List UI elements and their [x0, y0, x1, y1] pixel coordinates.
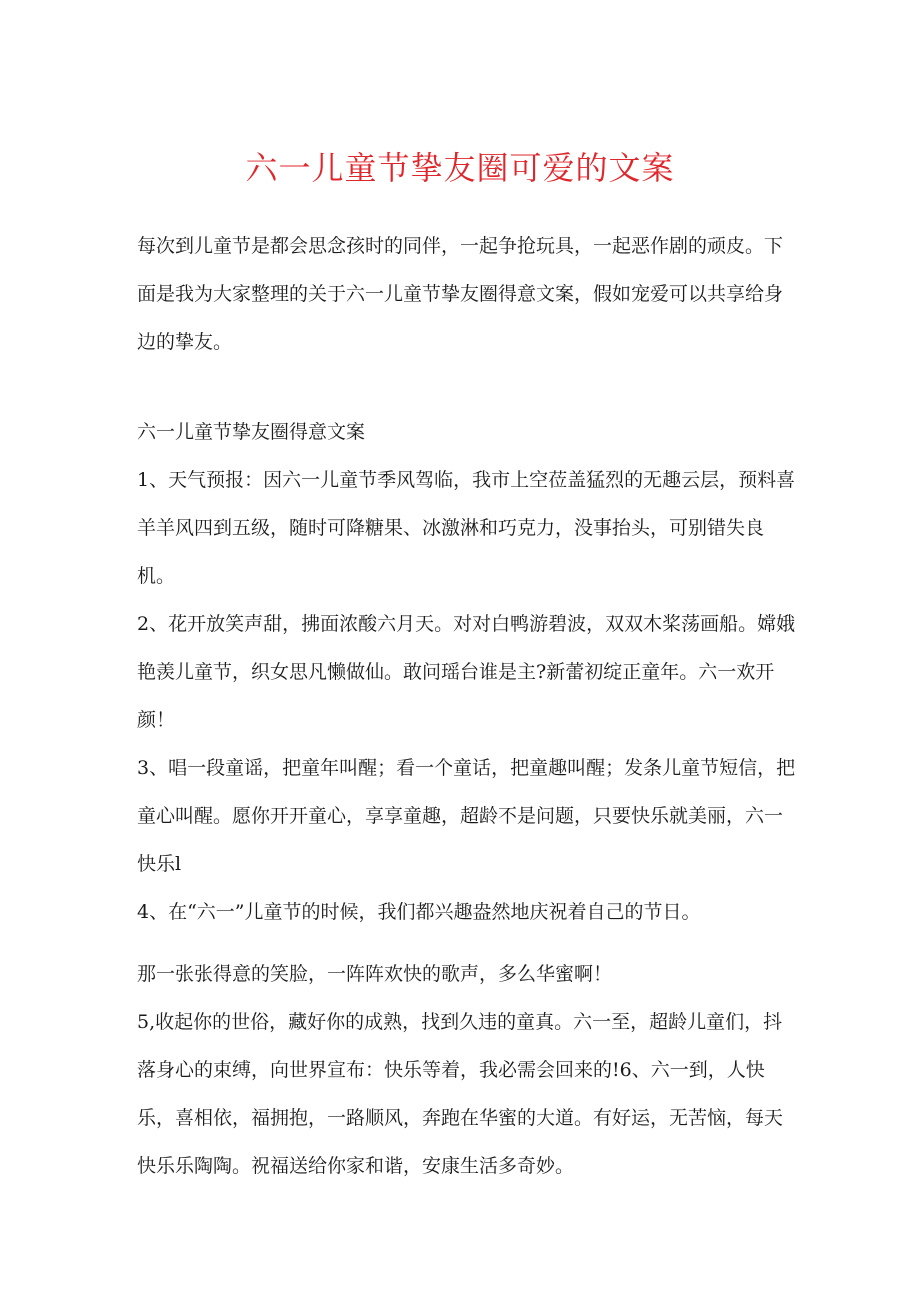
- paragraph-spacer: [137, 936, 797, 950]
- section-heading: 六一儿童节挚友圈得意文案: [137, 421, 366, 443]
- document-title: 六一儿童节挚友圈可爱的文案: [245, 149, 675, 187]
- section-spacer: [137, 366, 797, 408]
- paragraph: 那一张张得意的笑脸，一阵阵欢快的歌声，多么华蜜啊！: [137, 963, 613, 985]
- list-item: 4、在“六一”儿童节的时候，我们都兴趣盎然地庆祝着自己的节日。: [137, 901, 701, 923]
- document-body: [137, 222, 797, 1190]
- paragraph: 5,收起你的世俗，藏好你的成熟，找到久违的童真。六一至，超龄儿童们，抖落身心的束缚，向世界宣布：快乐等着，我必需会回来的!6、六一到，人快乐，喜相依，福拥抱，一路顺风，奔跑在华蜜的大道。有好运，无苦恼，每天快乐乐陶陶。祝福送给你家和谐，安康生活多奇妙。: [137, 1011, 784, 1177]
- list-item: 3、唱一段童谣，把童年叫醒；看一个童话，把童趣叫醒；发条儿童节短信，把童心叫醒。愿你开开童心，享享童趣，超龄不是问题，只要快乐就美丽，六一快乐l: [137, 757, 796, 875]
- list-item: 2、花开放笑声甜，拂面浓酸六月天。对对白鸭游碧波，双双木桨荡画船。嫦娥艳羡儿童节，织女思凡懒做仙。敢问瑶台谁是主?新蕾初绽正童年。六一欢开颜！: [137, 613, 796, 731]
- list-item: 1、天气预报：因六一儿童节季风驾临，我市上空莅盖猛烈的无趣云层，预料喜羊羊风四到五级，随时可降糖果、冰激淋和巧克力，没事抬头，可别错失良机。: [137, 469, 796, 587]
- intro-paragraph: 每次到儿童节是都会思念孩时的同伴，一起争抢玩具，一起恶作剧的顽皮。下面是我为大家整理的关于六一儿童节挚友圈得意文案，假如宠爱可以共享给身边的挚友。: [137, 235, 784, 353]
